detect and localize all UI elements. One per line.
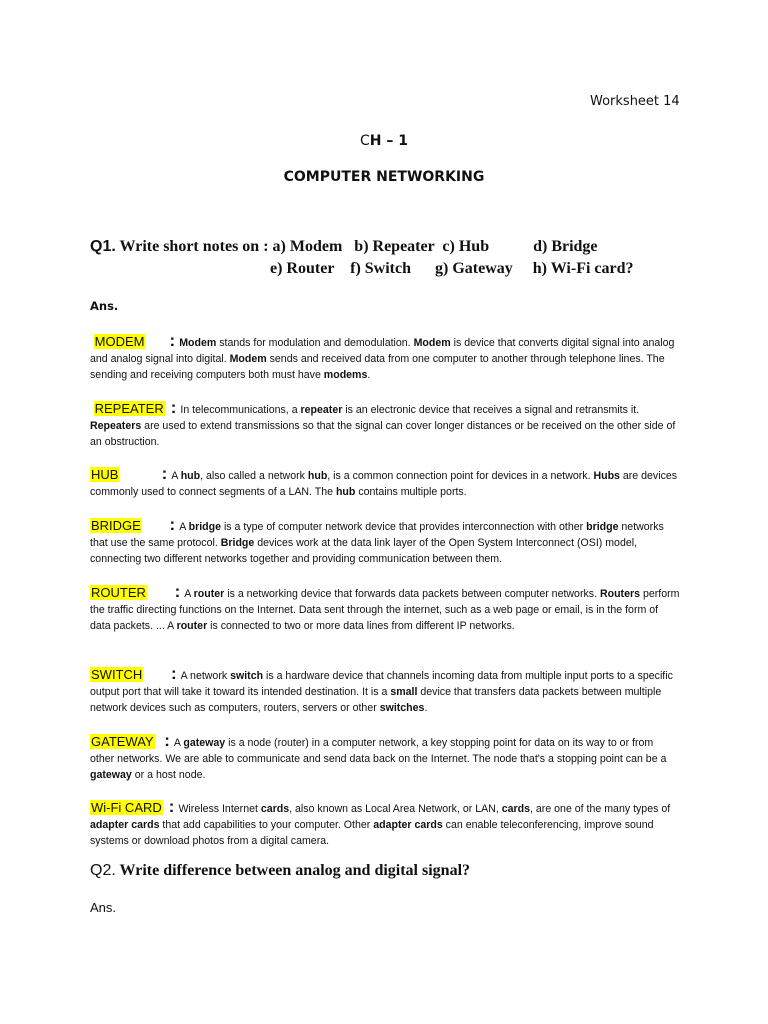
keyword: adapter cards: [90, 819, 160, 831]
definition-paragraph: [90, 517, 680, 567]
definition-gateway: [90, 733, 680, 783]
definition-paragraph: [90, 400, 680, 450]
keyword: bridge: [188, 521, 221, 533]
definition-text: .: [367, 369, 371, 381]
keyword: Repeaters: [90, 420, 142, 432]
chapter-heading: [0, 133, 768, 149]
chapter-number: H – 1: [369, 133, 408, 149]
term-label: Wi-Fi CARD: [91, 800, 162, 815]
keyword: hub: [180, 470, 201, 482]
definition-text: is device that converts digital signal into analog and analog signal into digital.: [90, 337, 675, 365]
definition-text: A: [173, 737, 184, 749]
chapter-prefix: C: [360, 133, 370, 149]
keyword: bridge: [586, 521, 619, 533]
definition-paragraph: [90, 666, 680, 716]
keyword: hub: [307, 470, 328, 482]
answer-2-label: Ans.: [90, 900, 117, 915]
term-label: ROUTER: [91, 585, 146, 600]
definition-text: is a type of computer network device that provides interconnection with other: [221, 521, 587, 533]
definition-text: is an electronic device that receives a signal and retransmits it.: [342, 404, 640, 416]
definition-bridge: [90, 517, 680, 567]
keyword: Modem: [179, 337, 217, 349]
definition-text: is a hardware device that channels incoming data from multiple input ports to a specific output port that will take it toward its intended destination. It is a: [90, 670, 673, 698]
definition-text: , also known as Local Area Network, or LAN,: [289, 803, 502, 815]
keyword: gateway: [183, 737, 226, 749]
keyword: router: [193, 588, 225, 600]
term-label: GATEWAY: [91, 734, 154, 749]
page-title: COMPUTER NETWORKING: [283, 169, 485, 185]
definition-text: perform the traffic directing functions on the Internet. Data sent through the internet, such as a web page or email, is in the form of data packets. ... A: [90, 588, 680, 632]
keyword: cards: [260, 803, 290, 815]
definition-text: A network: [180, 670, 231, 682]
definition-text: stands for modulation and demodulation.: [216, 337, 414, 349]
definition-text: A: [171, 470, 181, 482]
keyword: adapter cards: [373, 819, 443, 831]
definition-paragraph: [90, 584, 680, 634]
definition-text: is a node (router) in a computer network, a key stopping point for data on its way to or from other networks. We are able to communicate and send data back on the Internet. The node that's a stopping point can be a: [90, 737, 667, 765]
definition-text: is connected to two or more data lines from different IP networks.: [207, 620, 515, 632]
keyword: switch: [230, 670, 264, 682]
question-2: [90, 862, 470, 880]
keyword: Bridge: [220, 537, 255, 549]
keyword: small: [390, 686, 418, 698]
definition-text: or a host node.: [131, 769, 206, 781]
definition-text: sends and received data from one computer to another through telephone lines. The sending and receiving computers both must have: [90, 353, 665, 381]
definition-paragraph: [90, 733, 680, 783]
term-label: SWITCH: [91, 667, 143, 682]
definition-text: that add capabilities to your computer. Other: [159, 819, 374, 831]
question-2-text: Write difference between analog and digital signal?: [115, 862, 471, 879]
keyword: modems: [323, 369, 368, 381]
term-colon: :: [164, 731, 170, 750]
definition-text: are devices commonly used to connect segments of a LAN. The: [90, 470, 678, 498]
definition-text: .: [424, 702, 428, 714]
definition-paragraph: [90, 333, 680, 383]
term-label: BRIDGE: [91, 518, 141, 533]
definition-text: is a networking device that forwards data packets between computer networks.: [224, 588, 600, 600]
keyword: repeater: [300, 404, 343, 416]
question-2-number: Q2.: [90, 862, 116, 879]
definition-switch: [90, 666, 680, 716]
definition-text: device that transfers data packets between multiple network devices such as computers, routers, servers or other: [90, 686, 662, 714]
keyword: Hubs: [593, 470, 620, 482]
definition-text: , are one of the many types of: [530, 803, 671, 815]
answer-1-label: Ans.: [90, 299, 119, 313]
term-label: REPEATER: [94, 401, 164, 416]
term-label: HUB: [91, 467, 119, 482]
definition-wi-fi-card: [90, 799, 680, 849]
definition-text: are used to extend transmissions so that the signal can cover longer distances or be received on the other side of an obstruction.: [90, 420, 676, 448]
definition-text: A: [184, 588, 194, 600]
question-1-text-line-1: Write short notes on : a) Modem b) Repeater c) Hub d) Bridge: [115, 238, 598, 255]
definition-text: In telecommunications, a: [180, 404, 301, 416]
definition-text: , also called a network: [200, 470, 308, 482]
definition-text: can enable teleconferencing, improve sound systems or download photos from a digital camera.: [90, 819, 654, 847]
definition-modem: [90, 333, 680, 383]
definition-text: devices work at the data link layer of the Open System Interconnect (OSI) model, connecting two different networks together and providing communication between them.: [90, 537, 638, 565]
definition-text: A: [179, 521, 189, 533]
worksheet-label: Worksheet 14: [590, 94, 680, 109]
question-1-number: Q1.: [90, 238, 116, 255]
keyword: switches: [379, 702, 425, 714]
definition-paragraph: [90, 466, 680, 500]
keyword: cards: [501, 803, 531, 815]
term-colon: :: [169, 331, 176, 350]
definition-hub: [90, 466, 680, 500]
keyword: Modem: [413, 337, 451, 349]
term-colon: :: [168, 797, 175, 816]
term-label: MODEM: [94, 334, 145, 349]
keyword: router: [176, 620, 208, 632]
definition-repeater: [90, 400, 680, 450]
term-colon: :: [174, 582, 181, 601]
keyword: hub: [335, 486, 356, 498]
definition-text: Wireless Internet: [178, 803, 261, 815]
definition-text: contains multiple ports.: [355, 486, 467, 498]
definition-router: [90, 584, 680, 634]
term-colon: :: [170, 398, 177, 417]
term-colon: :: [170, 664, 177, 683]
keyword: Routers: [599, 588, 640, 600]
definition-text: networks that use the same protocol.: [90, 521, 664, 549]
question-1-line-2: e) Router f) Switch g) Gateway h) Wi-Fi card?: [270, 260, 634, 277]
question-1-line-1: [90, 238, 598, 256]
keyword: Modem: [229, 353, 267, 365]
term-colon: :: [161, 464, 168, 483]
definition-text: , is a common connection point for devices in a network.: [327, 470, 594, 482]
term-colon: :: [169, 515, 176, 534]
keyword: gateway: [90, 769, 132, 781]
definition-paragraph: [90, 799, 680, 849]
